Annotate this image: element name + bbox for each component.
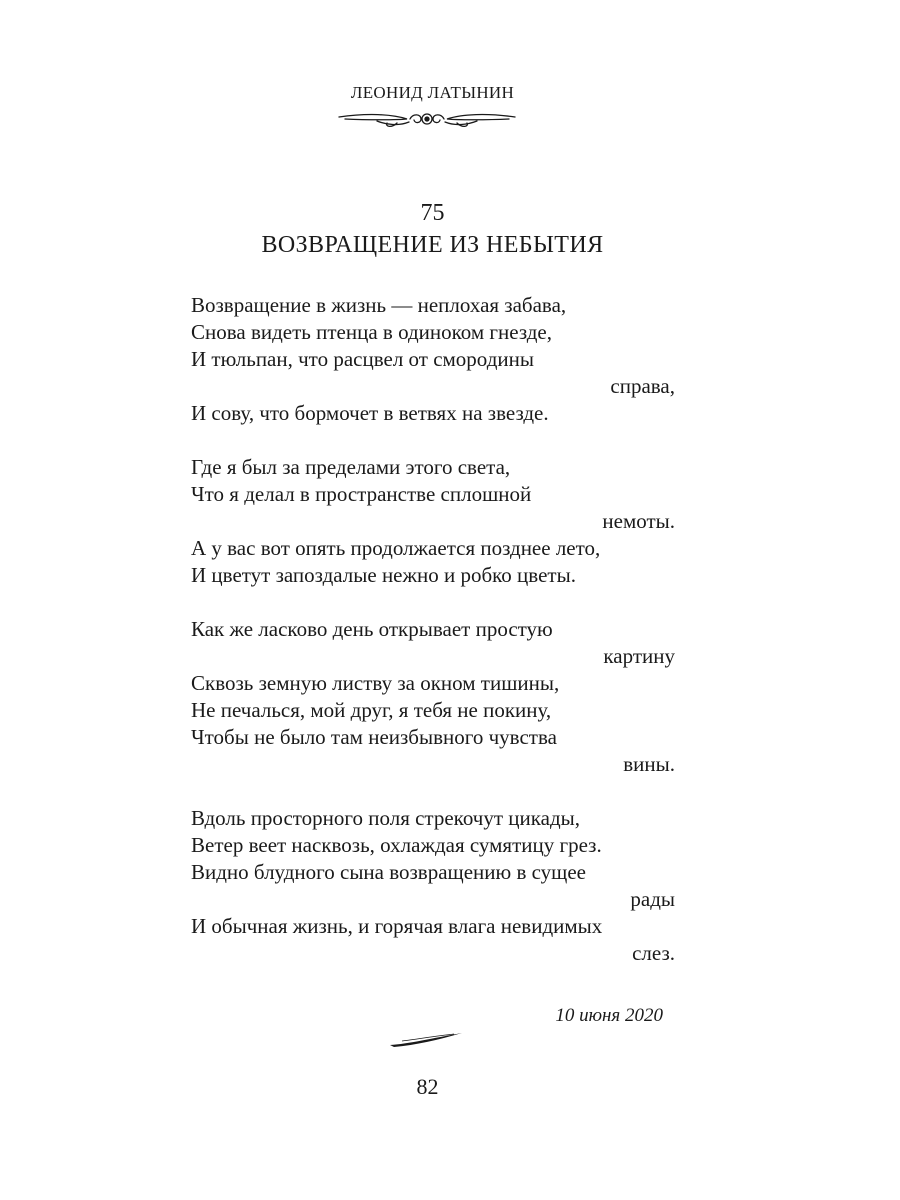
flourish-divider-icon [337,108,517,130]
verse-line: И цветут запоздалые нежно и робко цветы. [191,563,576,587]
verse-line: Где я был за пределами этого света, [191,455,511,479]
verse-line-carryover: справа, [610,374,675,398]
verse-line: А у вас вот опять продолжается позднее лето, [191,536,601,560]
verse-line: И сову, что бормочет в ветвях на звезде. [191,401,549,425]
verse-line-carryover: слез. [632,941,675,965]
stanza [191,805,675,967]
poem-title: ВОЗВРАЩЕНИЕ ИЗ НЕБЫТИЯ [261,232,604,258]
poem-date: 10 июня 2020 [555,1005,663,1026]
verse-line: Вдоль просторного поля стрекочут цикады, [191,806,580,830]
verse-line: Что я делал в пространстве сплошной [191,482,532,506]
poem-number: 75 [420,200,445,226]
verse-line-carryover: вины. [623,752,675,776]
verse-line: Видно блудного сына возвращению в сущее [191,860,586,884]
verse-line: Сквозь земную листву за окном тишины, [191,671,560,695]
page-number: 82 [416,1074,439,1099]
verse-line-carryover: немоты. [602,509,675,533]
verse-line-carryover: картину [603,644,675,668]
verse-line: Не печалься, мой друг, я тебя не покину, [191,698,552,722]
verse-line: Возвращение в жизнь — неплохая забава, [191,293,567,317]
verse-line-carryover: рады [630,887,675,911]
swash-tailpiece-icon [388,1030,464,1050]
stanza [191,454,675,589]
verse-line: Снова видеть птенца в одиноком гнезде, [191,320,552,344]
verse-line: И обычная жизнь, и горячая влага невидимых [191,914,603,938]
running-head: ЛЕОНИД ЛАТЫНИН [350,83,515,102]
verse-line: Чтобы не было там неизбывного чувства [191,725,557,749]
stanza [191,616,675,778]
verse-line: Ветер веет насквозь, охлаждая сумятицу грез. [191,833,602,857]
poem-body [191,292,675,994]
verse-line: И тюльпан, что расцвел от смородины [191,347,534,371]
verse-line: Как же ласково день открывает простую [191,617,553,641]
stanza [191,292,675,427]
